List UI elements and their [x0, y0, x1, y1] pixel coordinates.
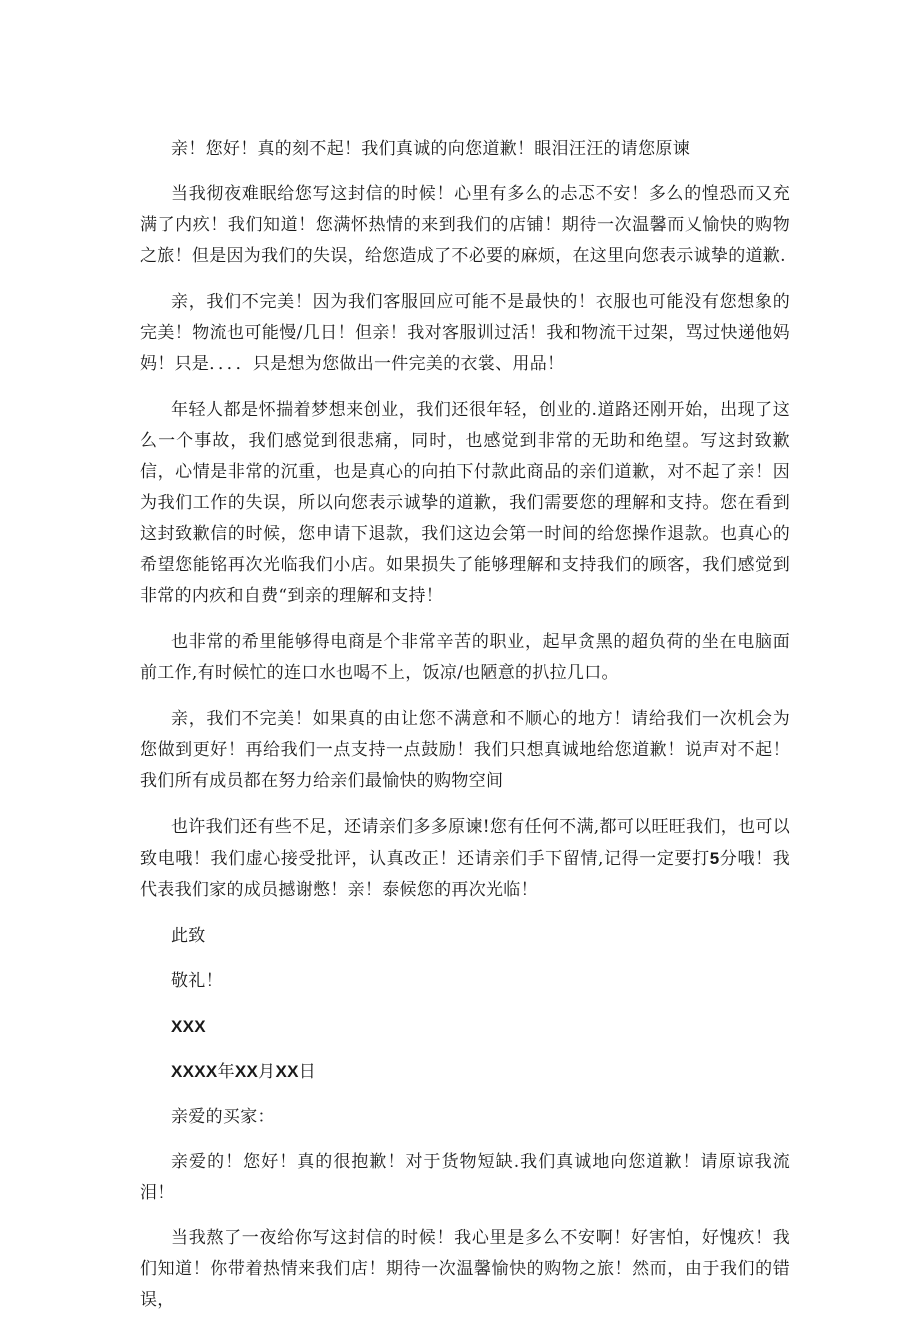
letter-date: [140, 1056, 790, 1088]
rating-value: 5: [709, 849, 720, 868]
paragraph-sleepless-night: 当我彻夜难眠给您写这封信的时候！心里有多么的忐忑不安！多么的惶恐而又充满了内疚！我们知道！您满怀热情的来到我们的店铺！期待一次温馨而乂愉快的购物之旅！但是因为我们的失误，给您造成了不必要的麻烦，在这里向您表示诚挚的道歉.: [140, 184, 790, 266]
date-year: XXXX: [171, 1062, 218, 1081]
paragraph-rating-request: [140, 812, 790, 906]
paragraph-greeting: 亲！您好！真的刻不起！我们真诚的向您道歉！眼泪汪汪的请您原谏: [171, 139, 690, 159]
date-day-unit: 日: [298, 1062, 317, 1082]
closing-phrase: 此致: [171, 926, 206, 946]
paragraph-young-startup: 年轻人都是怀揣着梦想来创业，我们还很年轻，创业的.道路还刚开始，出现了这么一个事故，我们感觉到很悲痛，同时，也感觉到非常的无助和绝望。写这封致歉信，心情是非常的沉重，也是真心的向拍下付款此商品的亲们道歉，对不起了亲！因为我们工作的失误，所以向您表示诚挚的道歉，我们需要您的理解和支持。您在看到这封致歉信的时候，您申请下退款，我们这边会第一时间的给您操作退款。也真心的希望您能铭再次光临我们小店。如果损失了能够理解和支持我们的顾客，我们感觉到非常的内疚和自费“到亲的理解和支持！: [140, 400, 790, 606]
letter2-greeting: 亲爱的买家：: [171, 1107, 275, 1127]
date-day: XX: [275, 1062, 299, 1081]
paragraph-ecommerce-hardship: 也非常的希里能够得电商是个非常辛苦的职业，起早贪黑的超负荷的坐在电脑面前工作,有时候忙的连口水也喝不上，饭凉/也陋意的扒拉几口。: [140, 632, 790, 683]
date-month-unit: 月: [258, 1062, 276, 1082]
rating-text-before: 也许我们还有些不足，还请亲们多多原谏!您有任何不满,都可以旺旺我们，也可以致电哦！我们虚心接受批评，认真改正！还请亲们手下留情,记得一定要打: [140, 817, 790, 869]
paragraph-second-chance: 亲，我们不完美！如果真的由让您不满意和不顺心的地方！请给我们一次机会为您做到更好！再给我们一点支持一点鼓励！我们只想真诚地给您道歉！说声对不起！我们所有成员都在努力给亲们最愉快的购物空间: [140, 709, 790, 791]
letter2-body: 当我熬了一夜给你写这封信的时候！我心里是多么不安啊！好害怕，好愧疚！我们知道！你带着热情来我们店！期待一次温馨愉快的购物之旅！然而，由于我们的错误，: [140, 1228, 790, 1310]
letter-body: [140, 134, 790, 1331]
date-year-unit: 年: [217, 1062, 235, 1082]
salute-phrase: 敬礼！: [171, 971, 223, 991]
signature: XXX: [171, 1017, 206, 1036]
date-month: XX: [234, 1062, 259, 1081]
paragraph-not-perfect: 亲，我们不完美！因为我们客服回应可能不是最快的！衣服也可能没有您想象的完美！物流也可能慢/几日！但亲！我对客服训过活！我和物流干过架，骂过快递他妈妈！只是．．．．只是想为您做出一件完美的衣裳、用品！: [140, 292, 790, 374]
letter2-opening: 亲爱的！您好！真的很抱歉！对于货物短缺.我们真诚地向您道歉！请原谅我流泪！: [140, 1152, 790, 1203]
rating-text-after: 分哦！我代表我们家的成员撼谢憋！亲！泰候您的再次光临！: [140, 849, 790, 900]
